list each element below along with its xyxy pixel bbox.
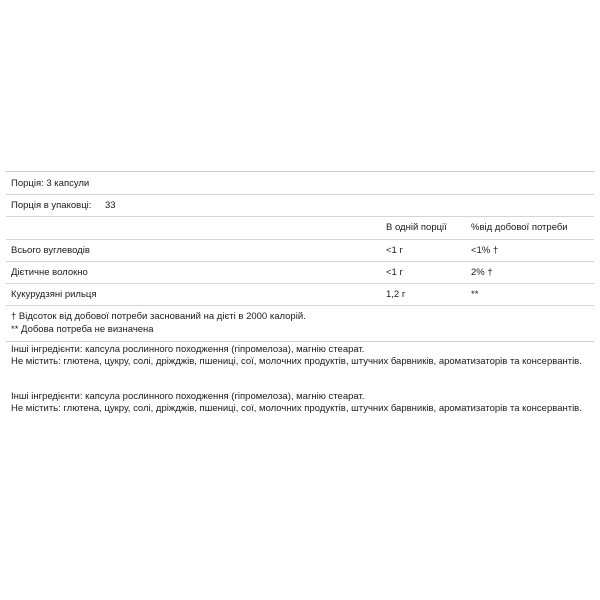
nutrient-amount: <1 г: [386, 245, 403, 256]
nutrient-name: Дієтичне волокно: [11, 267, 88, 278]
servings-per-container-row: [6, 195, 594, 217]
free-from: Не містить: глютена, цукру, солі, дріжджів, пшениці, сої, молочних продуктів, штучних барвників, ароматизаторів та консервантів.: [11, 356, 582, 367]
ingredients-block-2: [11, 391, 591, 415]
header-amount: В одній порції: [386, 222, 447, 233]
supplement-facts-table: [6, 171, 594, 342]
servings-per-container-label: Порція в упаковці:: [11, 200, 92, 211]
servings-per-container-value: 33: [105, 200, 116, 211]
table-row: [6, 284, 594, 306]
footnote-daily-value: † Відсоток від добової потреби заснований на дієті в 2000 калорій.: [11, 311, 306, 322]
table-row: [6, 262, 594, 284]
serving-size: Порція: 3 капсули: [11, 178, 90, 189]
other-ingredients: Інші інгредієнти: капсула рослинного походження (гіпромелоза), магнію стеарат.: [11, 391, 365, 402]
footnotes: [6, 306, 594, 342]
nutrient-daily-value: <1% †: [471, 245, 499, 256]
other-ingredients: Інші інгредієнти: капсула рослинного походження (гіпромелоза), магнію стеарат.: [11, 344, 365, 355]
table-header-row: [6, 217, 594, 240]
header-daily-value: %від добової потреби: [471, 222, 568, 233]
nutrient-name: Кукурудзяні рильця: [11, 289, 97, 300]
footnote-not-established: ** Добова потреба не визначена: [11, 324, 154, 335]
serving-size-row: [6, 172, 594, 195]
free-from: Не містить: глютена, цукру, солі, дріжджів, пшениці, сої, молочних продуктів, штучних барвників, ароматизаторів та консервантів.: [11, 403, 582, 414]
nutrient-name: Всього вуглеводів: [11, 245, 90, 256]
nutrient-daily-value: **: [471, 289, 479, 300]
table-row: [6, 240, 594, 262]
ingredients-block-1: [11, 344, 591, 368]
nutrient-daily-value: 2% †: [471, 267, 493, 278]
nutrient-amount: <1 г: [386, 267, 403, 278]
nutrient-amount: 1,2 г: [386, 289, 406, 300]
